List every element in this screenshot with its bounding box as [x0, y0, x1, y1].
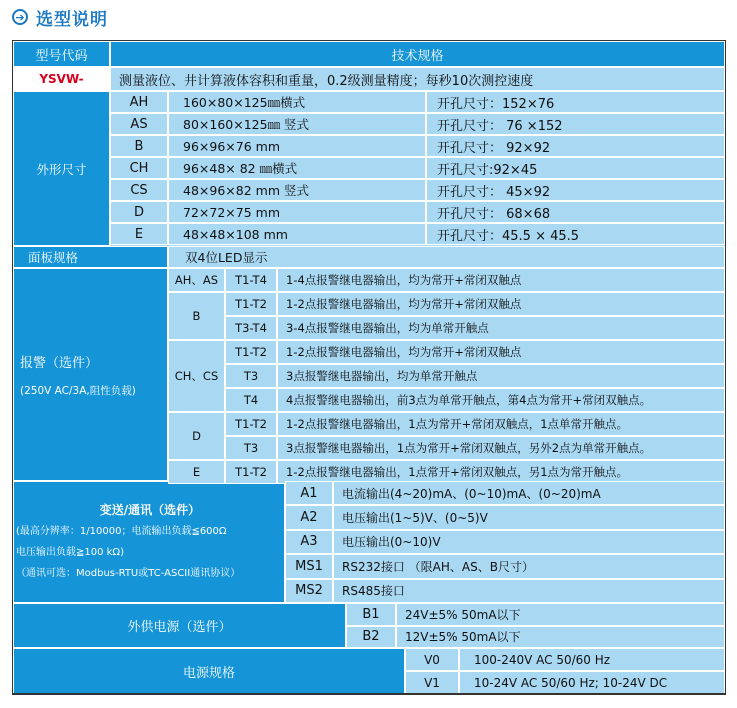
- panel-value: 双4位LED显示: [168, 246, 725, 268]
- trans-code: MS2: [285, 579, 333, 603]
- arrow-right-circle-icon: ➔: [12, 9, 28, 25]
- bottom-rule: [12, 693, 726, 695]
- alarm-terminal: T1-T2: [225, 292, 277, 316]
- power-code: V0: [405, 648, 459, 671]
- spec-table: [12, 40, 726, 693]
- dims-size: 48×48×108 mm: [168, 223, 426, 245]
- alarm-desc: 4点报警继电器输出，前3点为单常开触点，第4点为常开+常闭双触点。: [277, 388, 725, 412]
- dims-size: 96×96×76 mm: [168, 135, 426, 157]
- dims-size: 80×160×125㎜ 竖式: [168, 113, 426, 135]
- ext-code: B1: [346, 603, 396, 626]
- page-title: 选型说明: [36, 9, 108, 30]
- dims-code: D: [110, 201, 168, 223]
- power-label: 电源规格: [13, 648, 405, 694]
- section-header: [12, 5, 108, 29]
- alarm-desc: 1-2点报警继电器输出，均为常开+常闭双触点: [277, 292, 725, 316]
- trans-code: A2: [285, 505, 333, 529]
- dims-code: AH: [110, 91, 168, 113]
- dims-hole: 开孔尺寸： 68×68: [426, 201, 725, 223]
- dims-size: 160×80×125㎜横式: [168, 91, 426, 113]
- trans-line2: 电压输出负载≧100 kΩ): [16, 547, 124, 558]
- trans-code: A3: [285, 530, 333, 554]
- alarm-model: CH、CS: [168, 340, 225, 412]
- dims-hole: 开孔尺寸:92×45: [426, 157, 725, 179]
- dims-code: B: [110, 135, 168, 157]
- alarm-desc: 1-2点报警继电器输出，均为常开+常闭双触点: [277, 340, 725, 364]
- alarm-desc: 3-4点报警继电器输出，均为单常开触点: [277, 316, 725, 340]
- panel-label: 面板规格: [13, 246, 168, 268]
- dims-code: CH: [110, 157, 168, 179]
- dims-size: 72×72×75 mm: [168, 201, 426, 223]
- header-model-code: 型号代码: [13, 41, 110, 67]
- dims-hole: 开孔尺寸：152×76: [426, 91, 725, 113]
- alarm-terminal: T3-T4: [225, 316, 277, 340]
- power-desc: 100-240V AC 50/60 Hz: [459, 648, 725, 671]
- model-description: 测量液位、井计算液体容积和重量，0.2级测量精度；每秒10次测控速度: [110, 67, 725, 91]
- dims-size: 48×96×82 mm 竖式: [168, 179, 426, 201]
- power-desc: 10-24V AC 50/60 Hz; 10-24V DC: [459, 671, 725, 694]
- alarm-sub: (250V AC/3A,阻性负载): [20, 384, 136, 397]
- trans-desc: RS485接口: [333, 579, 725, 603]
- alarm-terminal: T1-T2: [225, 412, 277, 436]
- alarm-terminal: T1-T2: [225, 460, 277, 484]
- alarm-terminal: T1-T2: [225, 340, 277, 364]
- trans-line1: (最高分辨率：1/10000；电流输出负载≦600Ω: [16, 526, 227, 537]
- model-code: YSVW-: [13, 67, 110, 91]
- alarm-model: AH、AS: [168, 268, 225, 292]
- alarm-terminal: T4: [225, 388, 277, 412]
- trans-label-cell: [13, 481, 285, 603]
- alarm-terminal: T3: [225, 364, 277, 388]
- trans-line3: （通讯可选：Modbus-RTU或TC-ASCII通讯协议）: [16, 568, 241, 579]
- alarm-desc: 1-2点报警继电器输出，1点为常开+常闭双触点，1点单常开触点。: [277, 412, 725, 436]
- alarm-model: B: [168, 292, 225, 340]
- ext-code: B2: [346, 626, 396, 649]
- dims-size: 96×48× 82 ㎜横式: [168, 157, 426, 179]
- trans-desc: 电压输出(1~5)V、(0~5)V: [333, 505, 725, 529]
- trans-code: A1: [285, 481, 333, 505]
- dims-hole: 开孔尺寸：45.5 × 45.5: [426, 223, 725, 245]
- alarm-model: D: [168, 412, 225, 460]
- ext-desc: 24V±5% 50mA以下: [396, 603, 725, 626]
- alarm-label-cell: [13, 268, 168, 481]
- alarm-label: 报警（选件）: [20, 355, 99, 371]
- alarm-terminal: T3: [225, 436, 277, 460]
- trans-desc: RS232接口 （限AH、AS、B尺寸）: [333, 554, 725, 578]
- ext-label: 外供电源（选件）: [13, 603, 346, 648]
- alarm-model: E: [168, 460, 225, 484]
- alarm-desc: 1-2点报警继电器输出，1点常开+常闭双触点，另1点为常开触点。: [277, 460, 725, 484]
- trans-desc: 电流输出(4~20)mA、(0~10)mA、(0~20)mA: [333, 481, 725, 505]
- trans-title: 变送/通讯（选件）: [99, 503, 201, 517]
- alarm-desc: 3点报警继电器输出，均为单常开触点: [277, 364, 725, 388]
- power-code: V1: [405, 671, 459, 694]
- alarm-terminal: T1-T4: [225, 268, 277, 292]
- ext-desc: 12V±5% 50mA以下: [396, 626, 725, 649]
- dims-code: E: [110, 223, 168, 245]
- alarm-desc: 1-4点报警继电器输出，均为常开+常闭双触点: [277, 268, 725, 292]
- dims-code: AS: [110, 113, 168, 135]
- dims-label: 外形尺寸: [13, 91, 110, 246]
- dims-hole: 开孔尺寸： 92×92: [426, 135, 725, 157]
- alarm-desc: 3点报警继电器输出，1点为常开+常闭双触点，另外2点为单常开触点。: [277, 436, 725, 460]
- trans-desc: 电压输出(0~10)V: [333, 530, 725, 554]
- header-tech-spec: 技术规格: [110, 41, 725, 67]
- dims-hole: 开孔尺寸： 45×92: [426, 179, 725, 201]
- dims-code: CS: [110, 179, 168, 201]
- dims-hole: 开孔尺寸： 76 ×152: [426, 113, 725, 135]
- trans-code: MS1: [285, 554, 333, 578]
